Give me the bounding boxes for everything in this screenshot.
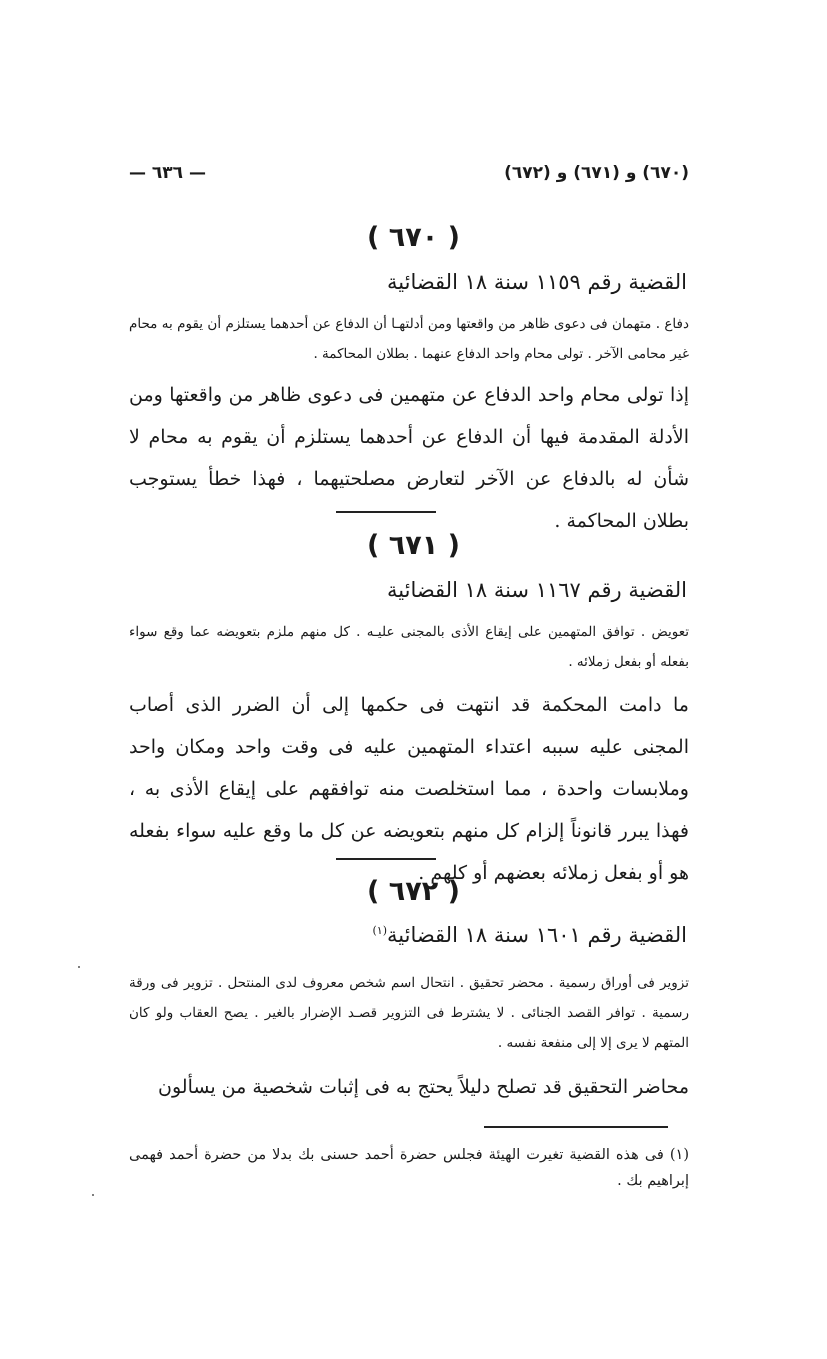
- case-title-text: القضية رقم ١٦٠١ سنة ١٨ القضائية: [387, 923, 687, 947]
- section-divider: [336, 858, 436, 860]
- case-body: إذا تولى محام واحد الدفاع عن متهمين فى دعوى ظاهر من واقعتها ومن الأدلة المقدمة فيها أن الدفاع عن أحدهما يستلزم أن يقوم به محام لا شأن له بالدفاع عن الآخر لتعارض مصلحتيهما ، فهذا خطأ يستوجب بطلان المحاكمة .: [129, 384, 689, 532]
- case-title: [372, 923, 687, 947]
- case-title: القضية رقم ١١٥٩ سنة ١٨ القضائية: [387, 270, 687, 294]
- case-title: القضية رقم ١١٦٧ سنة ١٨ القضائية: [387, 578, 687, 602]
- case-summary: تزوير فى أوراق رسمية . محضر تحقيق . انتحال اسم شخص معروف لدى المنتحل . تزوير فى ورقة رسمية . توافر القصد الجنائى . لا يشترط فى التزوير قصـد الإضرار بالغير . يصح العقاب ولو كان المتهم لا يرى إلا إلى منفعة نفسه .: [129, 975, 689, 1051]
- scan-speck: [78, 966, 80, 968]
- scan-speck: [92, 1194, 94, 1196]
- footnote-rule: [484, 1126, 668, 1128]
- case-number: ( ٦٧٢ ): [367, 876, 460, 907]
- case-number: ( ٦٧٠ ): [367, 222, 460, 253]
- footnote: (١) فى هذه القضية تغيرت الهيئة فجلس حضرة أحمد حسنى بك بدلا من حضرة أحمد فهمى إبراهيم بك .: [129, 1147, 689, 1189]
- running-header: [129, 158, 689, 188]
- footnote-reference: (١): [372, 924, 387, 937]
- case-body: ما دامت المحكمة قد انتهت فى حكمها إلى أن الضرر الذى أصاب المجنى عليه سببه اعتداء المتهمين عليه فى وقت واحد ومكان واحد وملابسات واحدة ، مما استخلصت منه توافقهم على إيقاع الأذى به ، فهذا يبرر قانوناً إلزام كل منهم بتعويضه عن كل ما وقع عليه سواء بفعله هو أو بفعل زملائه بعضهم أو كلهم .: [129, 694, 689, 884]
- page-number: — ٦٣٦ —: [129, 163, 206, 183]
- case-number: ( ٦٧١ ): [367, 530, 460, 561]
- section-divider: [336, 511, 436, 513]
- header-case-refs: (٦٧٠) و (٦٧١) و (٦٧٢): [504, 163, 689, 183]
- case-body: محاضر التحقيق قد تصلح دليلاً يحتج به فى إثبات شخصية من يسألون: [158, 1076, 689, 1098]
- case-summary: تعويض . توافق المتهمين على إيقاع الأذى بالمجنى عليـه . كل منهم ملزم بتعويضه عما وقع سواء بفعله أو بفعل زملائه .: [129, 624, 689, 670]
- case-summary: دفاع . متهمان فى دعوى ظاهر من واقعتها ومن أدلتهـا أن الدفاع عن أحدهما يستلزم أن يقوم به محام غير محامى الآخر . تولى محام واحد الدفاع عنهما . بطلان المحاكمة .: [129, 316, 689, 362]
